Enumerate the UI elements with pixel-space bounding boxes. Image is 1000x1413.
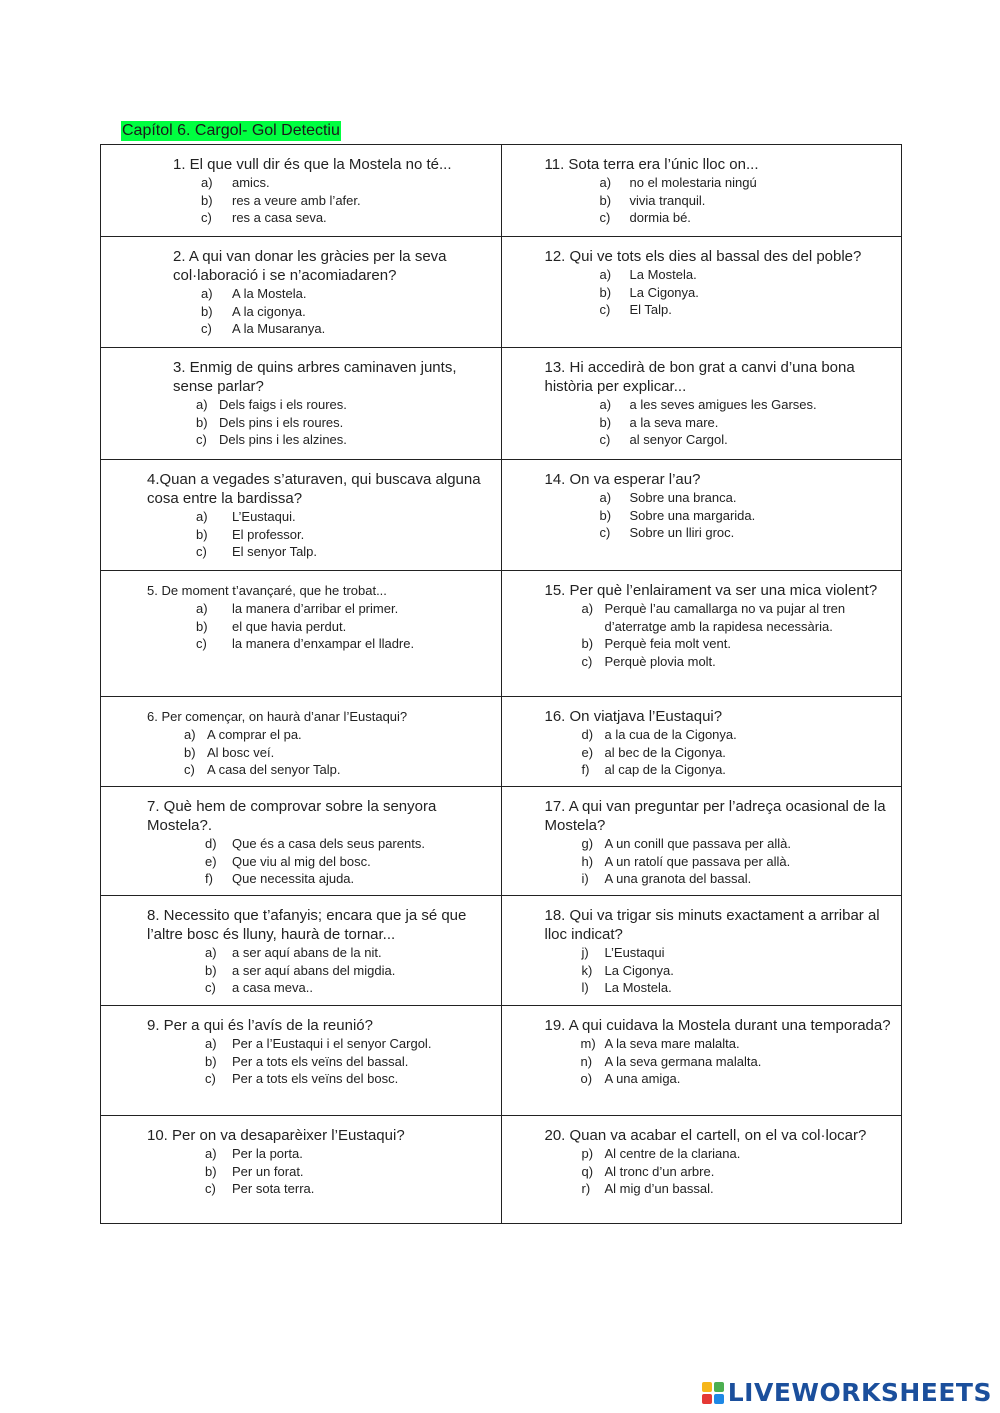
option-text: La Mostela. [629,267,697,282]
answer-option[interactable] [205,1053,493,1071]
question-text: 11. Sota terra era l’únic lloc on... [544,156,759,173]
answer-options [582,726,894,779]
answer-options [600,396,894,449]
answer-option[interactable] [600,396,894,414]
option-letter: b) [201,192,213,208]
answer-options [582,944,894,997]
answer-option[interactable] [184,761,493,779]
answer-option[interactable] [196,618,493,636]
logo-square-1 [702,1382,712,1392]
answer-option[interactable] [201,303,493,321]
option-text: dormia bé. [629,210,691,225]
option-letter: b) [581,636,594,651]
answer-option[interactable] [582,635,894,653]
option-text: Dels pins i les alzines. [219,432,347,447]
answer-option[interactable] [205,1145,493,1163]
answer-option[interactable] [205,853,493,871]
option-text: al senyor Cargol. [629,432,728,447]
option-letter: b) [196,618,208,634]
question-block [502,1116,902,1204]
answer-option[interactable] [205,1070,493,1088]
question-block [502,145,902,233]
option-text: a casa meva.. [232,980,313,995]
option-text: A la seva mare malalta. [604,1036,740,1051]
answer-options [600,174,894,227]
question-cell [501,145,902,237]
answer-option[interactable] [196,414,493,432]
option-text: a la seva mare. [629,414,719,430]
option-letter: d) [205,836,217,851]
option-text: Per sota terra. [232,1181,315,1196]
question-row [101,1116,902,1224]
option-text: La Cigonya. [629,284,699,300]
answer-option[interactable] [205,979,493,997]
option-letter: c) [599,525,611,540]
option-letter: c) [196,432,207,447]
question-cell [501,896,902,1006]
option-text: a ser aquí abans de la nit. [232,945,382,960]
question-text: 20. Quan va acabar el cartell, on el va col·locar? [544,1127,867,1144]
question-cell [501,571,902,697]
answer-options [184,726,493,779]
option-text: A un conill que passava per allà. [604,836,791,851]
option-letter: a) [581,601,594,616]
option-letter: c) [599,302,611,317]
option-letter: a) [205,1036,217,1051]
answer-option[interactable] [581,1035,894,1053]
answer-option[interactable] [196,396,493,414]
answer-option[interactable] [600,174,894,192]
option-text: al cap de la Cigonya. [604,762,726,777]
option-text: Perquè feia molt vent. [604,636,731,651]
question-cell [101,1116,502,1224]
option-text: a la cua de la Cigonya. [604,727,737,742]
question-cell [501,460,902,571]
question-block [502,787,902,894]
answer-options [600,266,894,319]
question-block [101,697,501,785]
answer-option[interactable] [582,979,894,997]
option-letter: c) [201,321,212,336]
question-row [101,237,902,348]
worksheet-title: Capítol 6. Cargol- Gol Detectiu [122,122,340,139]
option-letter: j) [581,945,589,960]
option-text: a les seves amigues les Garses. [629,397,817,412]
answer-options [582,835,894,888]
option-text: Que és a casa dels seus parents. [232,836,425,851]
option-letter: a) [201,286,213,301]
answer-option[interactable] [582,726,894,744]
question-cell [101,460,502,571]
answer-option[interactable] [600,192,894,210]
question-block [502,460,902,548]
answer-option[interactable] [600,431,894,449]
logo-square-3 [702,1394,712,1404]
answer-option[interactable] [201,209,493,227]
question-text: 8. Necessito que t’afanyis; encara que ja sé que l’altre bosc és lluny, haurà de tornar... [147,907,467,943]
answer-option[interactable] [600,414,894,432]
question-text: 15. Per què l’enlairament va ser una mica violent? [544,582,878,599]
question-row [101,460,902,571]
question-cell [501,697,902,787]
question-cell [501,1006,902,1116]
answer-option[interactable] [201,192,493,210]
option-letter: b) [599,507,612,523]
option-letter: o) [580,1071,593,1086]
option-text: Dels faigs i els roures. [219,397,347,412]
option-text: Al centre de la clariana. [604,1146,741,1161]
option-letter: e) [581,744,594,760]
answer-options [205,835,493,888]
question-text: 18. Qui va trigar sis minuts exactament a arribar al lloc indicat? [544,907,880,943]
liveworksheets-logo[interactable] [702,1378,992,1407]
answer-option[interactable] [201,320,493,338]
answer-option[interactable] [582,962,894,980]
option-letter: q) [581,1163,594,1179]
question-row [101,787,902,896]
question-block [101,1006,501,1094]
question-cell [501,1116,902,1224]
answer-options [582,600,894,670]
answer-option[interactable] [582,853,894,871]
answer-option[interactable] [205,1163,493,1181]
option-text: a ser aquí abans del migdia. [232,962,396,978]
option-text: La Mostela. [604,980,672,995]
answer-options [205,944,493,997]
question-block [101,1116,501,1204]
question-block [101,237,501,344]
option-letter: a) [599,175,612,190]
question-row [101,348,902,460]
option-text: A la Musaranya. [232,321,326,336]
answer-options [581,1035,894,1088]
question-block [101,787,501,894]
option-text: A una granota del bassal. [604,871,752,886]
answer-option[interactable] [582,600,894,635]
option-text: res a casa seva. [232,210,327,225]
option-letter: c) [205,1071,216,1086]
option-letter: b) [599,284,612,300]
question-block [502,571,902,676]
question-cell [101,348,502,460]
question-cell [101,1006,502,1116]
option-text: Que necessita ajuda. [232,871,355,886]
option-letter: b) [201,303,213,319]
option-letter: a) [196,509,208,524]
option-letter: c) [599,432,611,447]
answer-option[interactable] [582,944,894,962]
option-text: A la Mostela. [232,286,307,301]
question-cell [501,348,902,460]
option-text: la manera d’arribar el primer. [232,601,399,616]
option-letter: a) [205,945,217,960]
option-letter: l) [581,980,589,995]
option-letter: a) [205,1146,217,1161]
option-letter: c) [184,762,195,777]
option-letter: c) [205,980,216,995]
option-letter: n) [580,1053,593,1069]
answer-option[interactable] [600,209,894,227]
question-block [101,348,501,455]
question-text: 9. Per a qui és l’avís de la reunió? [147,1017,373,1034]
question-row [101,571,902,697]
option-text: res a veure amb l’afer. [232,192,361,208]
option-letter: a) [184,727,196,742]
option-letter: a) [196,397,208,412]
option-text: Al mig d’un bassal. [604,1181,714,1196]
question-cell [501,787,902,896]
question-cell [101,896,502,1006]
answer-option[interactable] [196,431,493,449]
question-block [502,237,902,325]
option-text: Al bosc veí. [207,744,275,760]
answer-options [600,489,894,542]
question-row [101,896,902,1006]
option-letter: p) [581,1146,594,1161]
option-letter: f) [205,871,213,886]
answer-option[interactable] [582,653,894,671]
option-text: El senyor Talp. [232,544,318,559]
answer-option[interactable] [184,744,493,762]
question-cell [101,145,502,237]
option-text: A casa del senyor Talp. [207,762,341,777]
option-letter: b) [599,414,612,430]
answer-option[interactable] [205,870,493,888]
answer-option[interactable] [196,526,493,544]
answer-options [201,285,493,338]
option-text: A la seva germana malalta. [604,1053,762,1069]
option-text: Sobre una branca. [629,490,737,505]
option-letter: b) [184,744,196,760]
option-text: Perquè l’au camallarga no va pujar al tren d’aterratge amb la rapidesa necessària. [604,601,846,634]
option-letter: c) [196,636,207,651]
question-row [101,1006,902,1116]
logo-square-4 [714,1394,724,1404]
option-letter: r) [581,1181,591,1196]
answer-option[interactable] [600,284,894,302]
option-text: el que havia perdut. [232,618,347,634]
option-letter: c) [196,544,207,559]
question-cell [101,787,502,896]
question-text: 3. Enmig de quins arbres caminaven junts, sense parlar? [173,359,457,395]
question-text: 4.Quan a vegades s’aturaven, qui buscava alguna cosa entre la bardissa? [147,471,481,507]
answer-option[interactable] [205,1180,493,1198]
answer-option[interactable] [582,1163,894,1181]
option-text: Dels pins i els roures. [219,414,344,430]
question-block [502,697,902,785]
option-text: Sobre un lliri groc. [629,525,735,540]
question-block [502,1006,902,1094]
question-cell [101,237,502,348]
answer-options [582,1145,894,1198]
answer-option[interactable] [201,174,493,192]
option-text: El professor. [232,526,305,542]
option-text: al bec de la Cigonya. [604,744,726,760]
answer-option[interactable] [196,508,493,526]
answer-option[interactable] [582,870,894,888]
option-letter: d) [581,727,594,742]
option-letter: a) [201,175,213,190]
option-letter: c) [599,210,611,225]
logo-text: LIVEWORKSHEETS [727,1378,992,1407]
option-text: Per a l’Eustaqui i el senyor Cargol. [232,1036,432,1051]
answer-option[interactable] [582,835,894,853]
option-text: L’Eustaqui [604,945,665,960]
answer-option[interactable] [196,543,493,561]
option-letter: m) [580,1036,596,1051]
answer-option[interactable] [205,944,493,962]
question-block [101,145,501,233]
answer-option[interactable] [581,1070,894,1088]
option-letter: a) [196,601,208,616]
option-text: Per a tots els veïns del bassal. [232,1053,409,1069]
option-text: no el molestaria ningú [629,175,757,190]
answer-option[interactable] [582,761,894,779]
answer-option[interactable] [600,301,894,319]
option-text: vivia tranquil. [629,192,706,208]
answer-option[interactable] [600,266,894,284]
question-text: 13. Hi accedirà de bon grat a canvi d’una bona història per explicar... [544,359,855,395]
option-letter: c) [201,210,212,225]
answer-option[interactable] [205,835,493,853]
question-cell [101,571,502,697]
option-text: amics. [232,175,270,190]
answer-option[interactable] [582,1180,894,1198]
question-block [101,460,501,567]
question-text: 12. Qui ve tots els dies al bassal des del poble? [544,248,862,265]
option-text: Que viu al mig del bosc. [232,853,371,869]
question-row [101,697,902,787]
question-text: 7. Què hem de comprovar sobre la senyora Mostela?. [147,798,437,834]
option-text: la manera d’enxampar el lladre. [232,636,415,651]
answer-options [201,174,493,227]
option-text: Al tronc d’un arbre. [604,1163,715,1179]
option-text: A comprar el pa. [207,727,302,742]
option-text: Per la porta. [232,1146,303,1161]
question-cell [501,237,902,348]
question-text: 17. A qui van preguntar per l’adreça ocasional de la Mostela? [544,798,886,834]
question-text: 6. Per començar, on haurà d’anar l’Eustaqui? [147,709,408,724]
option-letter: h) [581,853,594,869]
question-text: 19. A qui cuidava la Mostela durant una temporada? [544,1017,891,1034]
option-letter: b) [196,526,208,542]
answer-option[interactable] [581,1053,894,1071]
question-text: 10. Per on va desaparèixer l’Eustaqui? [147,1127,405,1144]
logo-squares-icon [702,1382,724,1404]
answer-option[interactable] [196,635,493,653]
option-letter: e) [205,853,217,869]
question-block [502,348,902,455]
answer-option[interactable] [582,1145,894,1163]
option-text: La Cigonya. [604,962,674,978]
question-text: 5. De moment t’avançaré, que he trobat... [147,583,387,598]
question-text: 16. On viatjava l’Eustaqui? [544,708,723,725]
option-text: A una amiga. [604,1071,681,1086]
answer-option[interactable] [582,744,894,762]
answer-options [205,1035,493,1088]
answer-option[interactable] [205,962,493,980]
option-letter: k) [581,962,593,978]
question-text: 14. On va esperar l’au? [544,471,701,488]
option-text: Sobre una margarida. [629,507,756,523]
option-text: L’Eustaqui. [232,509,296,524]
option-letter: g) [581,836,594,851]
option-letter: a) [599,397,612,412]
option-text: Per a tots els veïns del bosc. [232,1071,399,1086]
option-letter: b) [196,414,208,430]
answer-options [196,396,493,449]
answer-options [196,600,493,653]
answer-option[interactable] [205,1035,493,1053]
answer-option[interactable] [196,600,493,618]
option-text: Per un forat. [232,1163,304,1179]
question-block [101,571,501,659]
question-block [101,896,501,1003]
question-text: 2. A qui van donar les gràcies per la seva col·laboració i se n’acomiadaren? [173,248,447,284]
answer-options [196,508,493,561]
option-text: El Talp. [629,302,672,317]
option-letter: a) [599,490,612,505]
option-letter: b) [205,962,217,978]
answer-option[interactable] [600,507,894,525]
option-letter: c) [581,653,593,669]
question-row [101,145,902,237]
option-letter: i) [581,871,589,886]
question-cell [101,697,502,787]
option-letter: b) [205,1163,217,1179]
question-block [502,896,902,1003]
option-text: A la cigonya. [232,303,306,319]
answer-option[interactable] [600,489,894,507]
answer-option[interactable] [600,524,894,542]
quiz-table [100,144,902,1224]
answer-option[interactable] [184,726,493,744]
answer-options [205,1145,493,1198]
option-letter: c) [205,1181,216,1196]
option-text: A un ratolí que passava per allà. [604,853,791,869]
option-letter: b) [205,1053,217,1069]
option-letter: f) [581,762,590,777]
option-text: Perquè plovia molt. [604,653,716,669]
logo-square-2 [714,1382,724,1392]
option-letter: a) [599,267,612,282]
answer-option[interactable] [201,285,493,303]
option-letter: b) [599,192,612,208]
question-text: 1. El que vull dir és que la Mostela no té... [173,156,452,173]
